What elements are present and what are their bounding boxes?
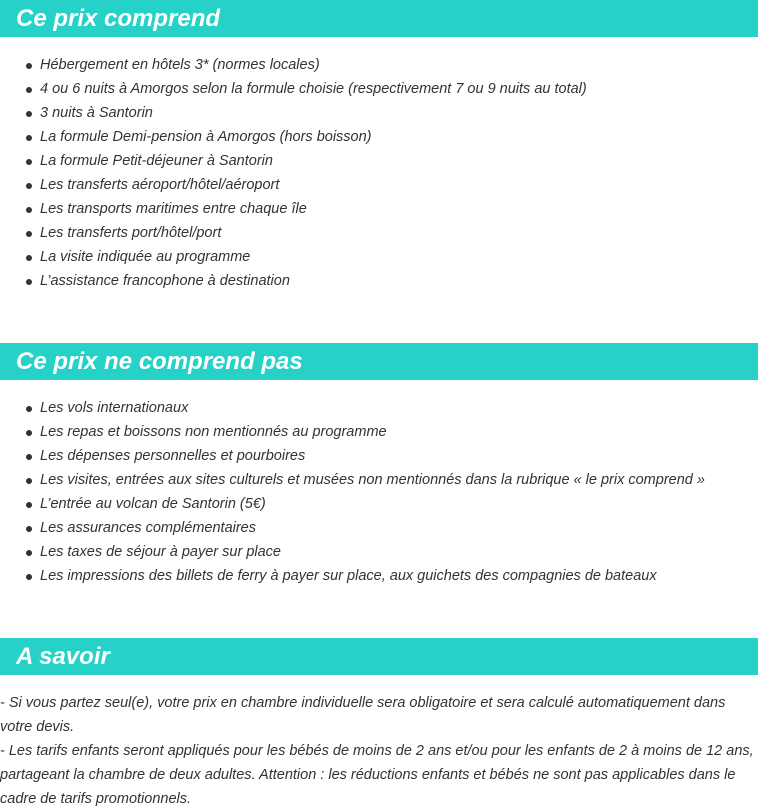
list-item: La formule Petit-déjeuner à Santorin bbox=[0, 149, 587, 173]
bullet-icon bbox=[26, 87, 32, 93]
info-paragraph: - Si vous partez seul(e), votre prix en chambre individuelle sera obligatoire et sera calculé automatiquement dans votre devis. bbox=[0, 695, 726, 735]
bullet-icon bbox=[26, 574, 32, 580]
excludes-title: Ce prix ne comprend pas bbox=[16, 348, 303, 375]
bullet-icon bbox=[26, 255, 32, 261]
list-item: Les assurances complémentaires bbox=[0, 516, 705, 540]
info-paragraph: - Les tarifs enfants seront appliqués pour les bébés de moins de 2 ans et/ou pour les enfants de 2 à moins de 12 ans, partageant la chambre de deux adultes. Attention : les réductions enfants et bébés ne sont pas applicables dans le cadre de tarifs promotionnels. bbox=[0, 743, 754, 807]
excludes-header bbox=[0, 343, 758, 380]
list-item: Les vols internationaux bbox=[0, 396, 705, 420]
bullet-icon bbox=[26, 231, 32, 237]
bullet-icon bbox=[26, 159, 32, 165]
list-item: Les dépenses personnelles et pourboires bbox=[0, 444, 705, 468]
bullet-icon bbox=[26, 550, 32, 556]
list-item: Les transferts port/hôtel/port bbox=[0, 221, 587, 245]
bullet-icon bbox=[26, 279, 32, 285]
list-item: 3 nuits à Santorin bbox=[0, 101, 587, 125]
excludes-list bbox=[0, 396, 705, 588]
list-item: Les repas et boissons non mentionnés au programme bbox=[0, 420, 705, 444]
list-item: L’entrée au volcan de Santorin (5€) bbox=[0, 492, 705, 516]
list-item: Hébergement en hôtels 3* (normes locales) bbox=[0, 53, 587, 77]
list-item: La visite indiquée au programme bbox=[0, 245, 587, 269]
list-item: Les impressions des billets de ferry à payer sur place, aux guichets des compagnies de bateaux bbox=[0, 564, 705, 588]
includes-list bbox=[0, 53, 587, 293]
bullet-icon bbox=[26, 111, 32, 117]
info-title: A savoir bbox=[16, 643, 110, 670]
bullet-icon bbox=[26, 502, 32, 508]
includes-title: Ce prix comprend bbox=[16, 5, 221, 32]
bullet-icon bbox=[26, 207, 32, 213]
list-item: 4 ou 6 nuits à Amorgos selon la formule choisie (respectivement 7 ou 9 nuits au total) bbox=[0, 77, 587, 101]
bullet-icon bbox=[26, 454, 32, 460]
bullet-icon bbox=[26, 183, 32, 189]
list-item: La formule Demi-pension à Amorgos (hors boisson) bbox=[0, 125, 587, 149]
list-item: L’assistance francophone à destination bbox=[0, 269, 587, 293]
includes-header bbox=[0, 0, 758, 37]
bullet-icon bbox=[26, 430, 32, 436]
list-item: Les transferts aéroport/hôtel/aéroport bbox=[0, 173, 587, 197]
list-item: Les transports maritimes entre chaque île bbox=[0, 197, 587, 221]
list-item: Les visites, entrées aux sites culturels et musées non mentionnés dans la rubrique « le prix comprend » bbox=[0, 468, 705, 492]
list-item: Les taxes de séjour à payer sur place bbox=[0, 540, 705, 564]
info-header bbox=[0, 638, 758, 675]
bullet-icon bbox=[26, 63, 32, 69]
bullet-icon bbox=[26, 406, 32, 412]
info-body bbox=[0, 691, 756, 811]
bullet-icon bbox=[26, 526, 32, 532]
bullet-icon bbox=[26, 478, 32, 484]
bullet-icon bbox=[26, 135, 32, 141]
